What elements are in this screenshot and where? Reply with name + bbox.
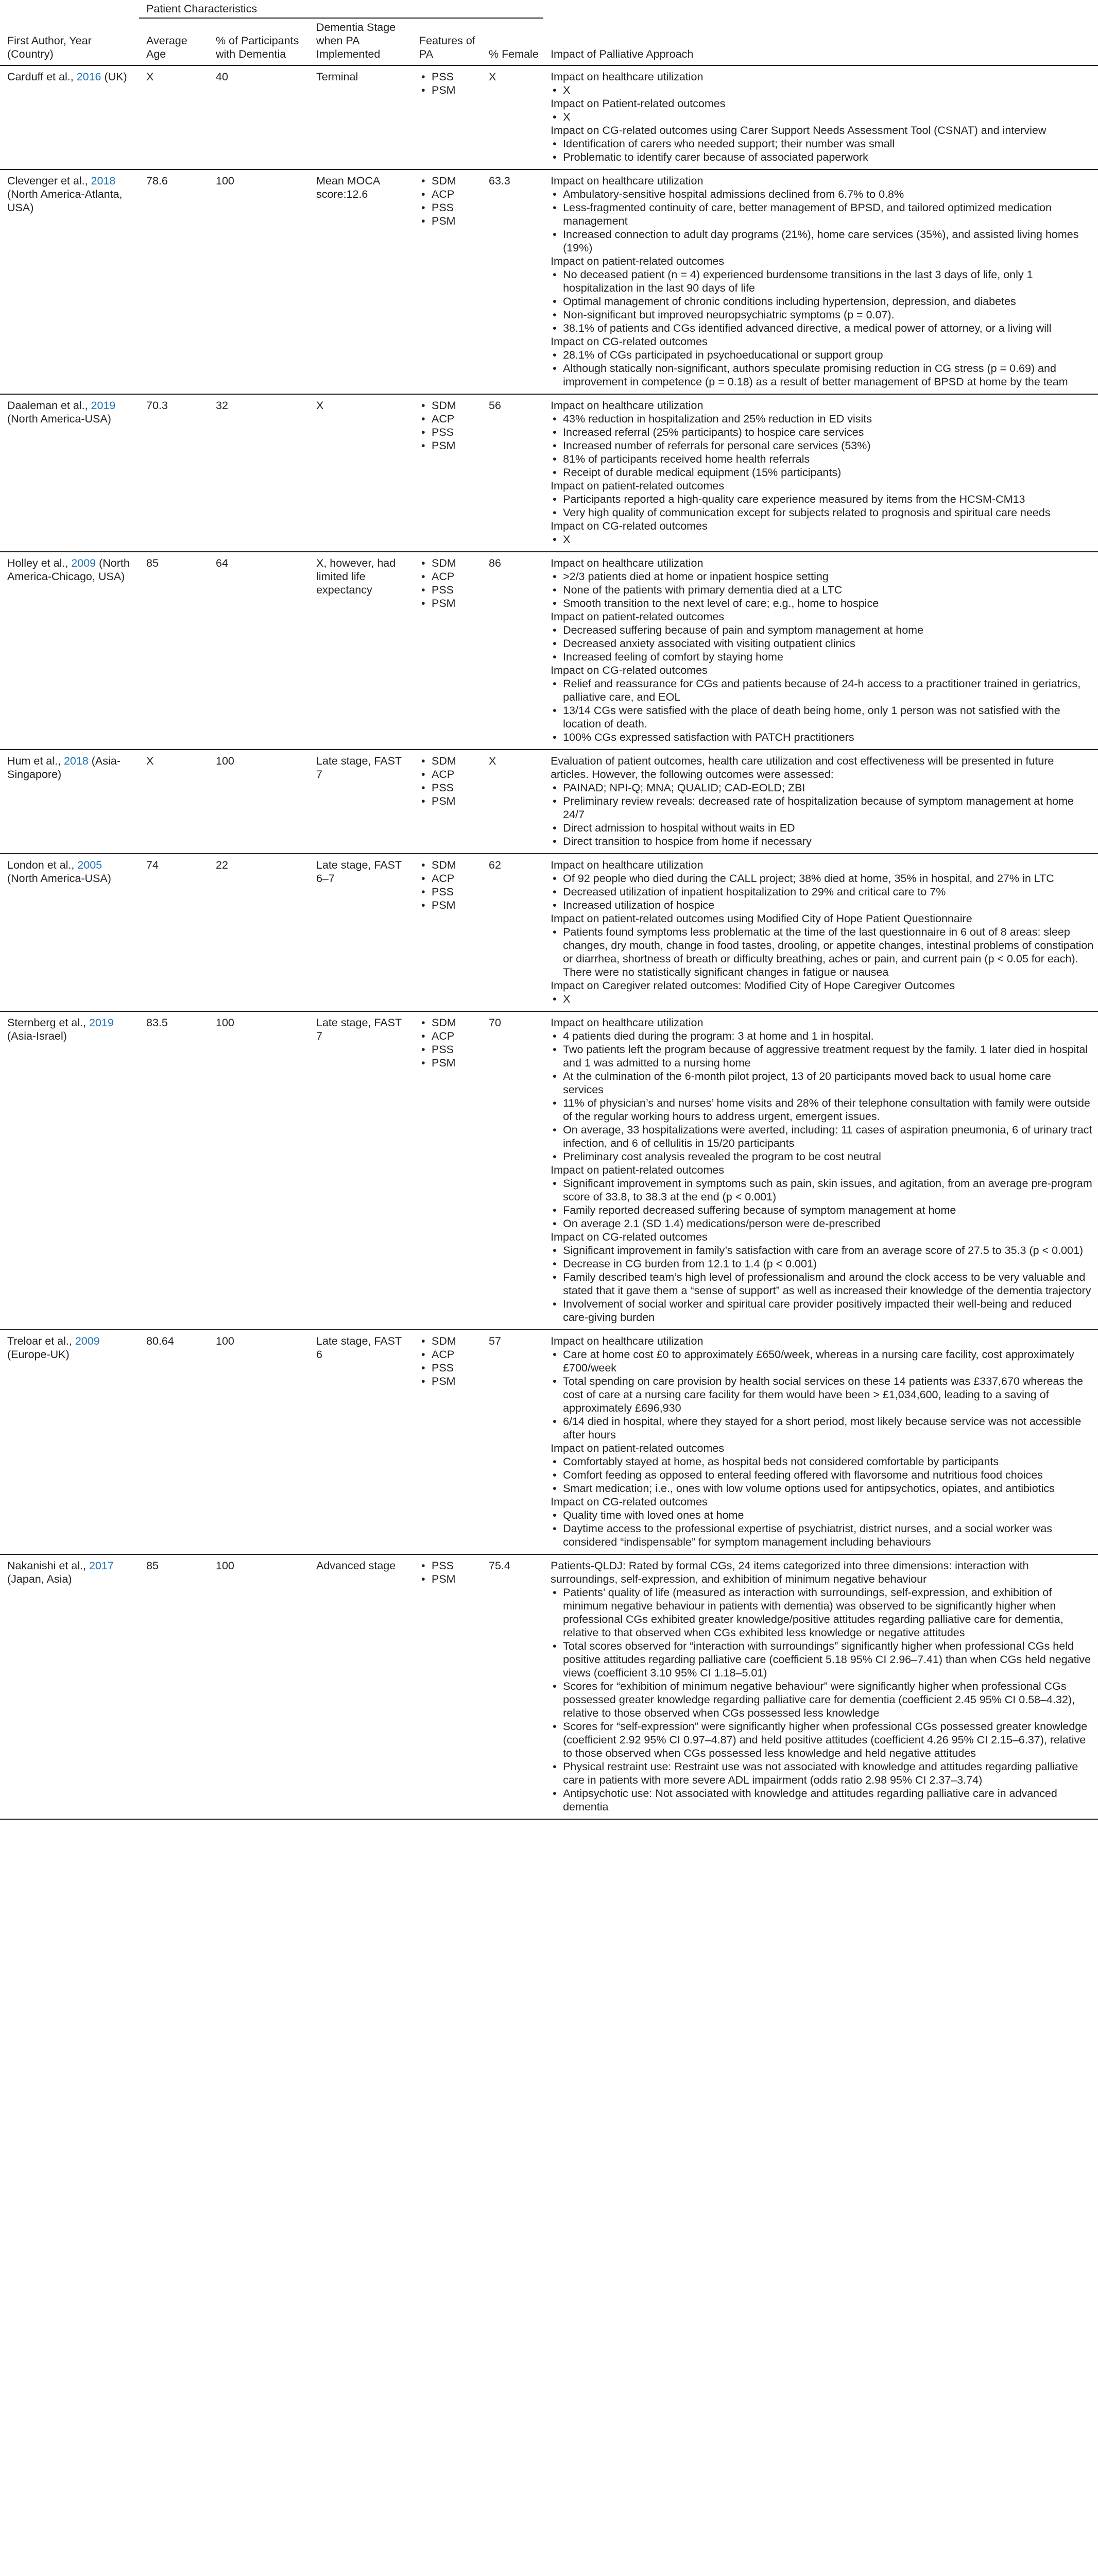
impact-section-heading: Impact on patient-related outcomes — [551, 1164, 725, 1176]
table-row — [0, 854, 1098, 1011]
header-group-row — [0, 0, 1098, 18]
author-cell — [0, 1554, 139, 1819]
feature-item: • PSS — [432, 1361, 477, 1375]
average-age-cell: 74 — [146, 859, 159, 871]
impact-bullet: • Increased feeling of comfort by staying home — [563, 650, 1094, 664]
citation-year-link[interactable]: 2019 — [89, 1016, 114, 1029]
impact-section-heading: Impact on healthcare utilization — [551, 557, 704, 569]
feature-item: • SDM — [432, 399, 477, 412]
table-row — [0, 1554, 1098, 1819]
impact-bullet: • Total spending on care provision by health social services on these 14 patients was £337,670 whereas the cost of care at a nursing care facility for them would have been > £1,034,600, leading to a saving of approximately £696,930 — [563, 1375, 1094, 1415]
author-cell — [0, 1330, 139, 1554]
impact-bullet: • X — [563, 992, 1094, 1006]
features-cell — [412, 552, 482, 750]
impact-section-heading: Impact on CG-related outcomes — [551, 520, 708, 532]
feature-item: • PSS — [432, 426, 477, 439]
impact-bullet: • Physical restraint use: Restraint use was not associated with knowledge and attitudes regarding palliative care in patients with more severe ADL impairment (odds ratio 2.98 95% CI 2.37–3.74) — [563, 1760, 1094, 1787]
table-row — [0, 65, 1098, 170]
impact-bullet: • 38.1% of patients and CGs identified advanced directive, a medical power of attorney, or a living will — [563, 321, 1094, 335]
impact-section-heading: Impact on healthcare utilization — [551, 71, 704, 83]
feature-item: • ACP — [432, 872, 477, 885]
female-percent-cell: 86 — [489, 557, 501, 569]
impact-bullet: • X — [563, 533, 1094, 546]
country-label: (North America-USA) — [7, 872, 111, 885]
dementia-stage-cell: Late stage, FAST 7 — [316, 1016, 402, 1042]
feature-item: • SDM — [432, 1334, 477, 1348]
impact-section-heading: Impact on healthcare utilization — [551, 1335, 704, 1347]
impact-bullet-list — [551, 110, 1094, 124]
impact-cell — [543, 750, 1098, 854]
impact-bullet: • Scores for “self-expression” were significantly higher when professional CGs possessed greater knowledge (coefficient 2.92 95% CI 0.97–4.87) and held positive attitudes (coefficient 4.26 95% CI 2.15–6.37), relative to those observed when CGs possessed less knowledge and held negative attitudes — [563, 1720, 1094, 1760]
impact-bullet: • Significant improvement in family’s satisfaction with care from an average score of 27.5 to 35.3 (p < 0.001) — [563, 1244, 1094, 1257]
impact-bullet: • On average, 33 hospitalizations were averted, including: 11 cases of aspiration pneumonia, 6 of urinary tract infection, and 6 of cellulitis in 15/20 participants — [563, 1123, 1094, 1150]
impact-section-heading: Impact on healthcare utilization — [551, 175, 704, 187]
country-label: (Asia-Israel) — [7, 1030, 67, 1042]
impact-bullet-list — [551, 412, 1094, 479]
country-label: (North America-Atlanta, USA) — [7, 188, 123, 214]
table-row — [0, 394, 1098, 552]
impact-bullet: • Direct transition to hospice from home if necessary — [563, 835, 1094, 848]
citation-year-link[interactable]: 2018 — [91, 175, 116, 187]
female-percent-cell: 56 — [489, 399, 501, 412]
female-percent-cell: 62 — [489, 859, 501, 871]
author-name: Carduff et al., — [7, 71, 77, 83]
impact-cell — [543, 1011, 1098, 1330]
impact-section-heading: Impact on patient-related outcomes — [551, 611, 725, 623]
impact-bullet-list — [551, 992, 1094, 1006]
dementia-stage-cell: Mean MOCA score:12.6 — [316, 175, 380, 200]
country-label: (North America-USA) — [7, 413, 111, 425]
impact-bullet: • Quality time with loved ones at home — [563, 1509, 1094, 1522]
feature-item: • PSS — [432, 583, 477, 597]
impact-section-heading: Impact on healthcare utilization — [551, 859, 704, 871]
citation-year-link[interactable]: 2018 — [63, 755, 89, 767]
feature-item: • ACP — [432, 188, 477, 201]
impact-bullet: • Identification of carers who needed support; their number was small — [563, 137, 1094, 150]
impact-bullet: • Care at home cost £0 to approximately £650/week, whereas in a nursing care facility, cost approximately £700/week — [563, 1348, 1094, 1375]
impact-bullet: • Significant improvement in symptoms such as pain, skin issues, and agitation, from an average pre-program score of 33.8, to 38.3 at the end (p < 0.001) — [563, 1177, 1094, 1204]
impact-bullet: • Although statically non-significant, authors speculate promising reduction in CG stress (p = 0.69) and improvement in competence (p = 0.18) as a result of better management of BPSD at home by the team — [563, 362, 1094, 388]
impact-section-heading: Impact on Caregiver related outcomes: Modified City of Hope Caregiver Outcomes — [551, 979, 955, 992]
citation-year-link[interactable]: 2009 — [71, 557, 96, 569]
impact-bullet: • 28.1% of CGs participated in psychoeducational or support group — [563, 348, 1094, 362]
impact-bullet: • Participants reported a high-quality care experience measured by items from the HCSM-CM13 — [563, 493, 1094, 506]
impact-bullet: • 43% reduction in hospitalization and 25% reduction in ED visits — [563, 412, 1094, 426]
impact-bullet: • Comfortably stayed at home, as hospital beds not considered comfortable by participants — [563, 1455, 1094, 1468]
header-column-row — [0, 18, 1098, 65]
female-percent-cell: 57 — [489, 1335, 501, 1347]
impact-bullet: • Patients found symptoms less problematic at the time of the last questionnaire in 6 out of 8 areas: sleep changes, dry mouth, change in food tastes, drooling, or appetite changes, intestinal problems of constipation or diarrhea, shortness of breath or difficulty breathing, aches or pain, and current pain (p < 0.05 for each). There were no statistically significant changes in fatigue or nausea — [563, 925, 1094, 979]
impact-bullet-list — [551, 137, 1094, 164]
impact-bullet: • Decreased suffering because of pain and symptom management at home — [563, 623, 1094, 637]
impact-bullet: • X — [563, 110, 1094, 124]
feature-item: • PSM — [432, 1572, 477, 1586]
impact-bullet: • Relief and reassurance for CGs and patients because of 24-h access to a practitioner trained in geriatrics, palliative care, and EOL — [563, 677, 1094, 704]
author-name: Treloar et al., — [7, 1335, 75, 1347]
author-cell — [0, 750, 139, 854]
dementia-percent-column-header: % of Participants with Dementia — [209, 18, 309, 65]
feature-item: • PSM — [432, 1375, 477, 1388]
average-age-cell: 85 — [146, 1560, 159, 1572]
impact-bullet: • Increased number of referrals for personal care services (53%) — [563, 439, 1094, 452]
table-row — [0, 170, 1098, 394]
feature-item: • PSM — [432, 214, 477, 228]
impact-bullet: • X — [563, 83, 1094, 97]
impact-bullet-list — [551, 623, 1094, 664]
impact-cell — [543, 1330, 1098, 1554]
impact-section-heading: Impact on healthcare utilization — [551, 399, 704, 412]
female-percent-cell: 75.4 — [489, 1560, 510, 1572]
country-label: (North America-Chicago, USA) — [7, 557, 130, 583]
impact-section-heading: Impact on patient-related outcomes — [551, 480, 725, 492]
features-cell — [412, 170, 482, 394]
dementia-percent-cell: 100 — [216, 1016, 234, 1029]
features-cell — [412, 394, 482, 552]
average-age-cell: X — [146, 755, 154, 767]
impact-cell — [543, 552, 1098, 750]
feature-item: • PSM — [432, 597, 477, 610]
feature-item: • PSS — [432, 201, 477, 214]
impact-bullet: • Smart medication; i.e., ones with low volume options used for antipsychotics, opiates, and antibiotics — [563, 1482, 1094, 1495]
female-percent-cell: X — [489, 71, 496, 83]
author-name: Nakanishi et al., — [7, 1560, 89, 1572]
impact-cell — [543, 854, 1098, 1011]
impact-bullet-list — [551, 781, 1094, 848]
impact-bullet: • Increased connection to adult day programs (21%), home care services (35%), and assisted living homes (19%) — [563, 228, 1094, 255]
impact-bullet-list — [551, 1029, 1094, 1163]
impact-column-header: Impact of Palliative Approach — [543, 18, 1098, 65]
impact-bullet: • Scores for “exhibition of minimum negative behaviour” were significantly higher when professional CGs possessed greater knowledge regarding palliative care for dementia (coefficient 2.45 95% CI 0.58–4.32), relative to those observed when CGs possessed less knowledge — [563, 1680, 1094, 1720]
feature-item: • ACP — [432, 1348, 477, 1361]
impact-bullet-list — [551, 348, 1094, 388]
feature-item: • PSS — [432, 70, 477, 83]
impact-section-heading: Impact on CG-related outcomes — [551, 1231, 708, 1243]
dementia-stage-cell: Late stage, FAST 6–7 — [316, 859, 402, 885]
impact-bullet: • Non-significant but improved neuropsychiatric symptoms (p = 0.07). — [563, 308, 1094, 321]
feature-item: • PSS — [432, 885, 477, 899]
impact-bullet-list — [551, 493, 1094, 519]
impact-bullet-list — [551, 533, 1094, 546]
impact-bullet-list — [551, 872, 1094, 912]
author-cell — [0, 854, 139, 1011]
feature-item: • SDM — [432, 556, 477, 570]
feature-item: • ACP — [432, 768, 477, 781]
features-list — [419, 174, 477, 228]
feature-item: • ACP — [432, 1029, 477, 1043]
average-age-cell: 78.6 — [146, 175, 168, 187]
citation-year-link[interactable]: 2009 — [75, 1335, 100, 1347]
author-cell — [0, 1011, 139, 1330]
impact-bullet: • Two patients left the program because of aggressive treatment request by the family. 1 later died in hospital and 1 was admitted to a nursing home — [563, 1043, 1094, 1070]
feature-item: • SDM — [432, 1016, 477, 1029]
features-list — [419, 1016, 477, 1070]
features-list — [419, 754, 477, 808]
author-name: Hum et al., — [7, 755, 64, 767]
impact-bullet: • Preliminary cost analysis revealed the program to be cost neutral — [563, 1150, 1094, 1163]
impact-section-heading: Impact on patient-related outcomes using Modified City of Hope Patient Questionnaire — [551, 912, 972, 925]
impact-bullet: • Problematic to identify carer because of associated paperwork — [563, 150, 1094, 164]
dementia-stage-cell: Late stage, FAST 6 — [316, 1335, 402, 1361]
impact-section-heading: Impact on CG-related outcomes — [551, 335, 708, 348]
impact-bullet: • Comfort feeding as opposed to enteral feeding offered with flavorsome and nutritious food choices — [563, 1468, 1094, 1482]
feature-item: • ACP — [432, 570, 477, 583]
citation-year-link[interactable]: 2005 — [77, 859, 102, 871]
impact-bullet: • Antipsychotic use: Not associated with knowledge and attitudes regarding palliative care in advanced dementia — [563, 1787, 1094, 1814]
table-row — [0, 552, 1098, 750]
feature-item: • SDM — [432, 754, 477, 768]
feature-item: • PSS — [432, 1559, 477, 1572]
impact-bullet: • No deceased patient (n = 4) experienced burdensome transitions in the last 3 days of life, only 1 hospitalization in the last 90 days of life — [563, 268, 1094, 295]
impact-bullet-list — [551, 1586, 1094, 1814]
impact-bullet-list — [551, 677, 1094, 744]
female-percent-cell: 70 — [489, 1016, 501, 1029]
table-header — [0, 0, 1098, 65]
impact-bullet: • On average 2.1 (SD 1.4) medications/person were de-prescribed — [563, 1217, 1094, 1230]
impact-section-heading: Impact on patient-related outcomes — [551, 1442, 725, 1454]
impact-bullet: • None of the patients with primary dementia died at a LTC — [563, 583, 1094, 597]
impact-bullet: • 11% of physician’s and nurses’ home visits and 28% of their telephone consultation with family were outside of the regular working hours to address urgent, emergent issues. — [563, 1096, 1094, 1123]
features-cell — [412, 854, 482, 1011]
impact-bullet: • Family reported decreased suffering because of symptom management at home — [563, 1204, 1094, 1217]
impact-bullet: • At the culmination of the 6-month pilot project, 13 of 20 participants moved back to usual home care services — [563, 1070, 1094, 1096]
citation-year-link[interactable]: 2019 — [91, 399, 116, 412]
dementia-percent-cell: 32 — [216, 399, 228, 412]
impact-section-heading: Patients-QLDJ: Rated by formal CGs, 24 items categorized into three dimensions: interaction with surroundings, self-expression, and exhibition of minimum negative behaviour — [551, 1560, 1029, 1585]
impact-section-heading: Impact on Patient-related outcomes — [551, 97, 726, 110]
dementia-percent-cell: 64 — [216, 557, 228, 569]
impact-bullet-list — [551, 268, 1094, 335]
author-name: Holley et al., — [7, 557, 72, 569]
female-column-header: % Female — [482, 18, 543, 65]
impact-bullet: • Smooth transition to the next level of care; e.g., home to hospice — [563, 597, 1094, 610]
impact-bullet-list — [551, 188, 1094, 255]
impact-bullet: • Less-fragmented continuity of care, better management of BPSD, and tailored optimized medication management — [563, 201, 1094, 228]
citation-year-link[interactable]: 2016 — [76, 71, 101, 83]
impact-bullet: • Involvement of social worker and spiritual care provider positively impacted their well-being and reduced care-giving burden — [563, 1297, 1094, 1324]
impact-bullet: • 81% of participants received home health referrals — [563, 452, 1094, 466]
feature-item: • PSM — [432, 794, 477, 808]
impact-bullet-list — [551, 1244, 1094, 1324]
impact-bullet: • Receipt of durable medical equipment (15% participants) — [563, 466, 1094, 479]
impact-section-heading: Impact on CG-related outcomes using Carer Support Needs Assessment Tool (CSNAT) and interview — [551, 124, 1046, 137]
age-column-header: Average Age — [139, 18, 209, 65]
country-label: (Europe-UK) — [7, 1348, 70, 1361]
impact-bullet: • 100% CGs expressed satisfaction with PATCH practitioners — [563, 731, 1094, 744]
author-name: Sternberg et al., — [7, 1016, 89, 1029]
dementia-percent-cell: 100 — [216, 1560, 234, 1572]
features-list — [419, 399, 477, 452]
average-age-cell: X — [146, 71, 154, 83]
country-label: (Japan, Asia) — [7, 1573, 72, 1585]
feature-item: • SDM — [432, 174, 477, 188]
impact-bullet: • Increased utilization of hospice — [563, 899, 1094, 912]
average-age-cell: 70.3 — [146, 399, 168, 412]
features-list — [419, 1334, 477, 1388]
impact-cell — [543, 1554, 1098, 1819]
features-cell — [412, 65, 482, 170]
impact-bullet: • Decrease in CG burden from 12.1 to 1.4 (p < 0.001) — [563, 1257, 1094, 1270]
author-column-header: First Author, Year (Country) — [0, 18, 139, 65]
citation-year-link[interactable]: 2017 — [89, 1560, 114, 1572]
feature-item: • PSM — [432, 439, 477, 452]
impact-bullet-list — [551, 570, 1094, 610]
dementia-stage-cell: X — [316, 399, 324, 412]
impact-bullet: • Optimal management of chronic conditions including hypertension, depression, and diabetes — [563, 295, 1094, 308]
dementia-percent-cell: 100 — [216, 1335, 234, 1347]
impact-bullet: • 6/14 died in hospital, where they stayed for a short period, most likely because service was not accessible after hours — [563, 1415, 1094, 1442]
author-cell — [0, 552, 139, 750]
author-name: London et al., — [7, 859, 78, 871]
table-row — [0, 1330, 1098, 1554]
average-age-cell: 85 — [146, 557, 159, 569]
dementia-stage-cell: X, however, had limited life expectancy — [316, 557, 396, 596]
impact-bullet-list — [551, 83, 1094, 97]
impact-section-heading: Impact on CG-related outcomes — [551, 1496, 708, 1508]
table-body — [0, 65, 1098, 1819]
features-cell — [412, 750, 482, 854]
dementia-percent-cell: 40 — [216, 71, 228, 83]
features-column-header: Features of PA — [412, 18, 482, 65]
female-percent-cell: 63.3 — [489, 175, 510, 187]
impact-cell — [543, 394, 1098, 552]
impact-bullet: • Decreased anxiety associated with visiting outpatient clinics — [563, 637, 1094, 650]
impact-section-heading: Impact on CG-related outcomes — [551, 664, 708, 676]
author-name: Clevenger et al., — [7, 175, 91, 187]
feature-item: • PSS — [432, 1043, 477, 1056]
impact-section-heading: Impact on healthcare utilization — [551, 1016, 704, 1029]
impact-bullet-list — [551, 925, 1094, 979]
features-cell — [412, 1011, 482, 1330]
author-name: Daaleman et al., — [7, 399, 91, 412]
impact-cell — [543, 170, 1098, 394]
impact-bullet: • Total scores observed for “interaction with surroundings” significantly higher when professional CGs held positive attitudes regarding palliative care (coefficient 5.18 95% CI 2.96–7.41) than when CGs held negative views (coefficient 3.10 95% CI 1.18–5.01) — [563, 1639, 1094, 1680]
features-list — [419, 1559, 477, 1586]
impact-bullet: • >2/3 patients died at home or inpatient hospice setting — [563, 570, 1094, 583]
average-age-cell: 83.5 — [146, 1016, 168, 1029]
author-cell — [0, 170, 139, 394]
features-cell — [412, 1554, 482, 1819]
female-percent-cell: X — [489, 755, 496, 767]
dementia-percent-cell: 100 — [216, 755, 234, 767]
feature-item: • PSM — [432, 1056, 477, 1070]
dementia-stage-cell: Terminal — [316, 71, 358, 83]
impact-bullet: • Family described team’s high level of professionalism and around the clock access to be very valuable and stated that it gave them a “sense of support” as well as increased their knowledge of the dementia trajectory — [563, 1270, 1094, 1297]
impact-section-heading: Evaluation of patient outcomes, health care utilization and cost effectiveness will be presented in future articles. However, the following outcomes were assessed: — [551, 755, 1054, 781]
features-list — [419, 556, 477, 610]
feature-item: • SDM — [432, 858, 477, 872]
dementia-stage-cell: Late stage, FAST 7 — [316, 755, 402, 781]
table-row — [0, 1011, 1098, 1330]
country-label: (Asia-Singapore) — [7, 755, 121, 781]
impact-bullet: • 13/14 CGs were satisfied with the place of death being home, only 1 person was not satisfied with the location of death. — [563, 704, 1094, 731]
table-row — [0, 750, 1098, 854]
feature-item: • ACP — [432, 412, 477, 426]
dementia-percent-cell: 22 — [216, 859, 228, 871]
dementia-stage-cell: Advanced stage — [316, 1560, 396, 1572]
feature-item: • PSM — [432, 899, 477, 912]
impact-bullet: • Increased referral (25% participants) to hospice care services — [563, 426, 1094, 439]
features-cell — [412, 1330, 482, 1554]
impact-bullet-list — [551, 1455, 1094, 1495]
impact-bullet-list — [551, 1509, 1094, 1549]
average-age-cell: 80.64 — [146, 1335, 174, 1347]
impact-bullet: • Decreased utilization of inpatient hospitalization to 29% and critical care to 7% — [563, 885, 1094, 899]
patient-characteristics-header: Patient Characteristics — [139, 0, 543, 18]
author-cell — [0, 394, 139, 552]
feature-item: • PSS — [432, 781, 477, 794]
impact-bullet: • Ambulatory-sensitive hospital admissions declined from 6.7% to 0.8% — [563, 188, 1094, 201]
country-label: (UK) — [101, 71, 127, 83]
feature-item: • PSM — [432, 83, 477, 97]
features-list — [419, 70, 477, 97]
impact-bullet-list — [551, 1177, 1094, 1230]
impact-bullet: • Daytime access to the professional expertise of psychiatrist, district nurses, and a social worker was considered “indispensable” for symptom management including behaviours — [563, 1522, 1094, 1549]
impact-bullet: • 4 patients died during the program: 3 at home and 1 in hospital. — [563, 1029, 1094, 1043]
impact-section-heading: Impact on patient-related outcomes — [551, 255, 725, 267]
impact-bullet-list — [551, 1348, 1094, 1442]
impact-bullet: • Direct admission to hospital without waits in ED — [563, 821, 1094, 835]
impact-bullet: • Preliminary review reveals: decreased rate of hospitalization because of symptom management at home 24/7 — [563, 794, 1094, 821]
features-list — [419, 858, 477, 912]
impact-cell — [543, 65, 1098, 170]
impact-bullet: • Very high quality of communication except for subjects related to prognosis and spiritual care needs — [563, 506, 1094, 519]
stage-column-header: Dementia Stage when PA Implemented — [309, 18, 412, 65]
dementia-percent-cell: 100 — [216, 175, 234, 187]
impact-bullet: • Patients’ quality of life (measured as interaction with surroundings, self-expression, and exhibition of minimum negative behaviour in patients with dementia) was observed to be significantly higher when professional CGs exhibited greater knowledge/positive attitudes regarding palliative care for dementia, relative to that observed when CGs exhibited less knowledge or negative attitudes — [563, 1586, 1094, 1639]
author-cell — [0, 65, 139, 170]
impact-bullet: • PAINAD; NPI-Q; MNA; QUALID; CAD-EOLD; ZBI — [563, 781, 1094, 794]
impact-bullet: • Of 92 people who died during the CALL project; 38% died at home, 35% in hospital, and 27% in LTC — [563, 872, 1094, 885]
